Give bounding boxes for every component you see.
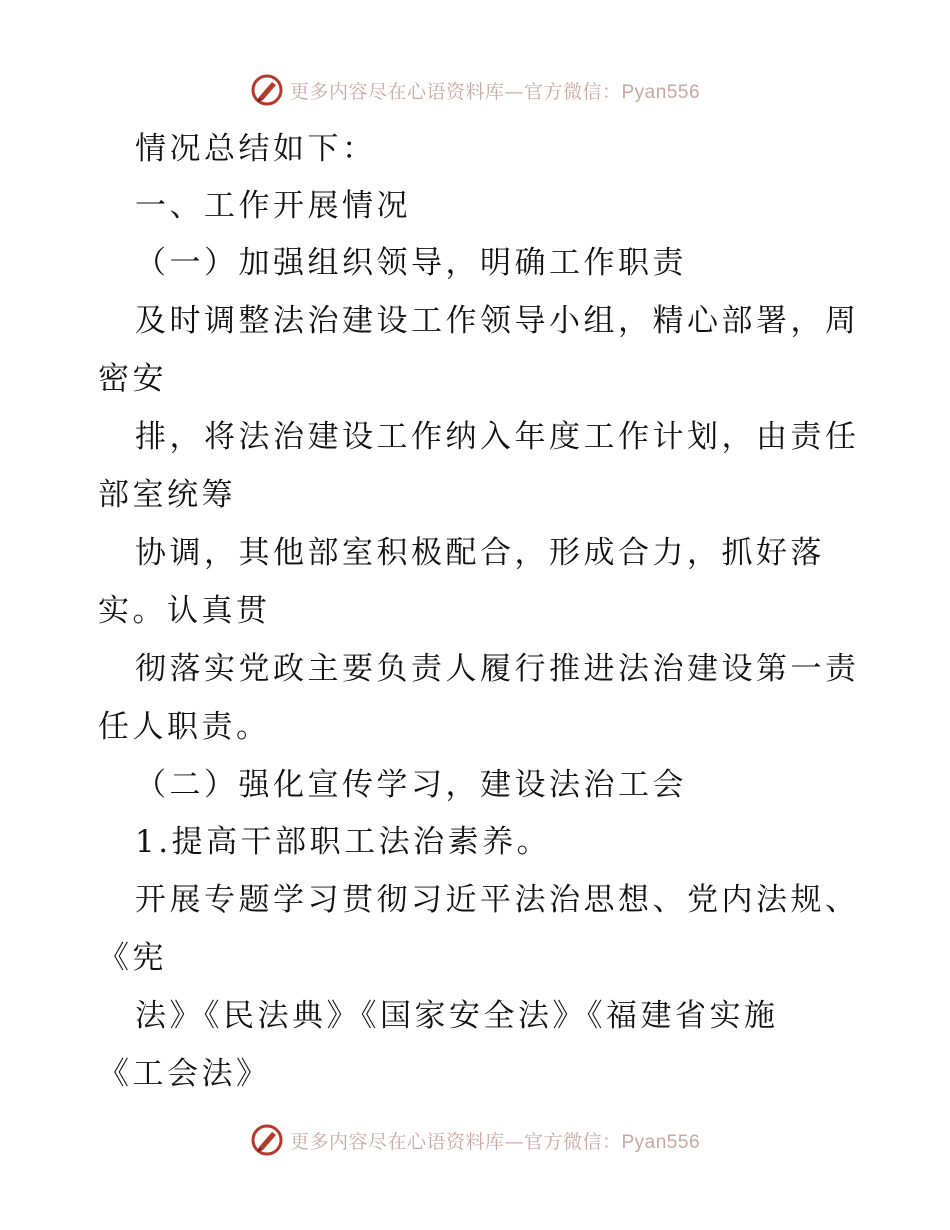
paragraph-line: 部室统筹 <box>98 477 236 513</box>
numbered-item-1: 1.提高干部职工法治素养。 <box>135 824 552 860</box>
paragraph-line: 及时调整法治建设工作领导小组，精心部署，周 <box>135 303 860 339</box>
watermark-brand: 更多内容尽在心语资料库— <box>289 80 524 103</box>
subsection-heading-2: （二）强化宣传学习，建设法治工会 <box>135 767 687 803</box>
paragraph-intro: 情况总结如下： <box>135 131 377 167</box>
paragraph-line: 法》《民法典》《国家安全法》《福建省实施 <box>135 998 779 1034</box>
subsection-heading-1: （一）加强组织领导，明确工作职责 <box>135 245 687 281</box>
paragraph-line: 密安 <box>98 361 167 397</box>
watermark-contact-label: 官方微信： <box>523 80 622 103</box>
paragraph-line: 彻落实党政主要负责人履行推进法治建设第一责 <box>135 651 860 687</box>
watermark-contact-label: 官方微信： <box>523 1130 622 1153</box>
paragraph-line: 协调，其他部室积极配合，形成合力，抓好落 <box>135 535 825 571</box>
watermark-text <box>290 77 700 104</box>
paragraph-line: 《宪 <box>98 940 167 976</box>
paragraph-line: 排，将法治建设工作纳入年度工作计划，由责任 <box>135 419 860 455</box>
watermark-contact-id: Pyan556 <box>621 1131 701 1153</box>
seal-pen-logo-icon <box>250 1123 284 1157</box>
paragraph-line: 实。认真贯 <box>98 593 271 629</box>
footer-watermark <box>0 1120 950 1160</box>
paragraph-line: 《工会法》 <box>98 1056 271 1092</box>
section-heading-1: 一、工作开展情况 <box>135 188 411 224</box>
paragraph-line: 任人职责。 <box>98 709 271 745</box>
watermark-contact-id: Pyan556 <box>621 81 701 103</box>
watermark-brand: 更多内容尽在心语资料库— <box>289 1130 524 1153</box>
paragraph-line: 开展专题学习贯彻习近平法治思想、党内法规、 <box>135 882 860 918</box>
header-watermark <box>0 70 950 110</box>
seal-pen-logo-icon <box>250 73 284 107</box>
watermark-text <box>290 1127 700 1154</box>
